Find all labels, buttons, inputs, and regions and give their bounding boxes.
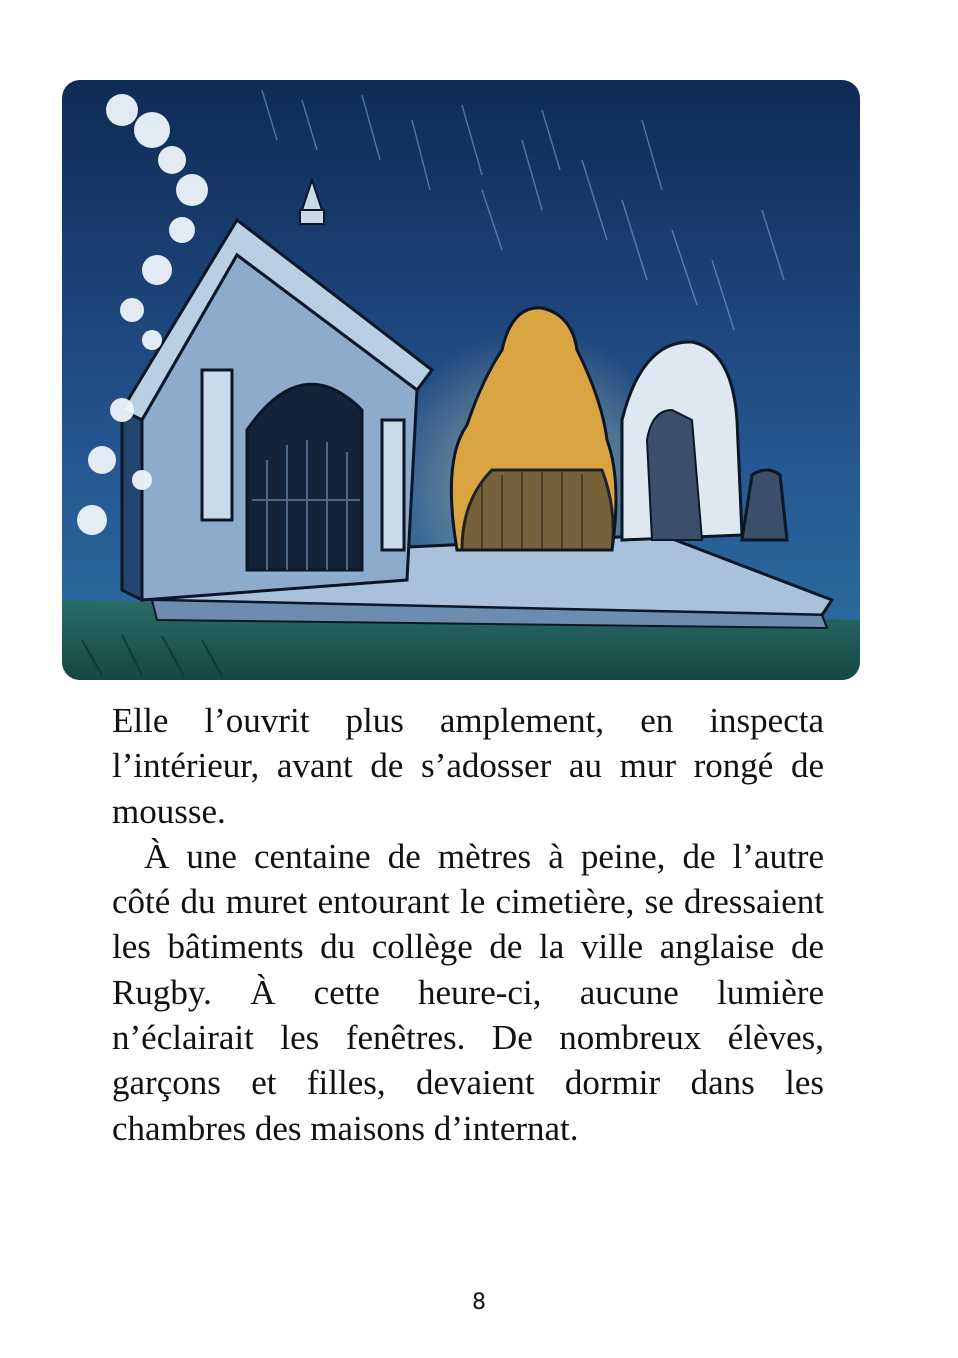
- cemetery-night-scene: [62, 80, 860, 680]
- paragraph: Elle l’ouvrit plus amplement, en inspecta l’intérieur, avant de s’adosser au mur rongé de mousse.: [112, 701, 824, 831]
- paragraph: À une centaine de mètres à peine, de l’autre côté du muret entourant le cimetière, se dressaient les bâtiments du collège de la ville anglaise de Rugby. À cette heure-ci, aucune lumière n’éclairait les fenêtres. De nombreux élèves, garçons et filles, devaient dormir dans les chambres des maisons d’internat.: [112, 836, 824, 1148]
- illustration-cemetery: [62, 80, 860, 680]
- story-text: [112, 698, 824, 1151]
- page-number: 8: [472, 1290, 486, 1315]
- headstone: [622, 342, 742, 540]
